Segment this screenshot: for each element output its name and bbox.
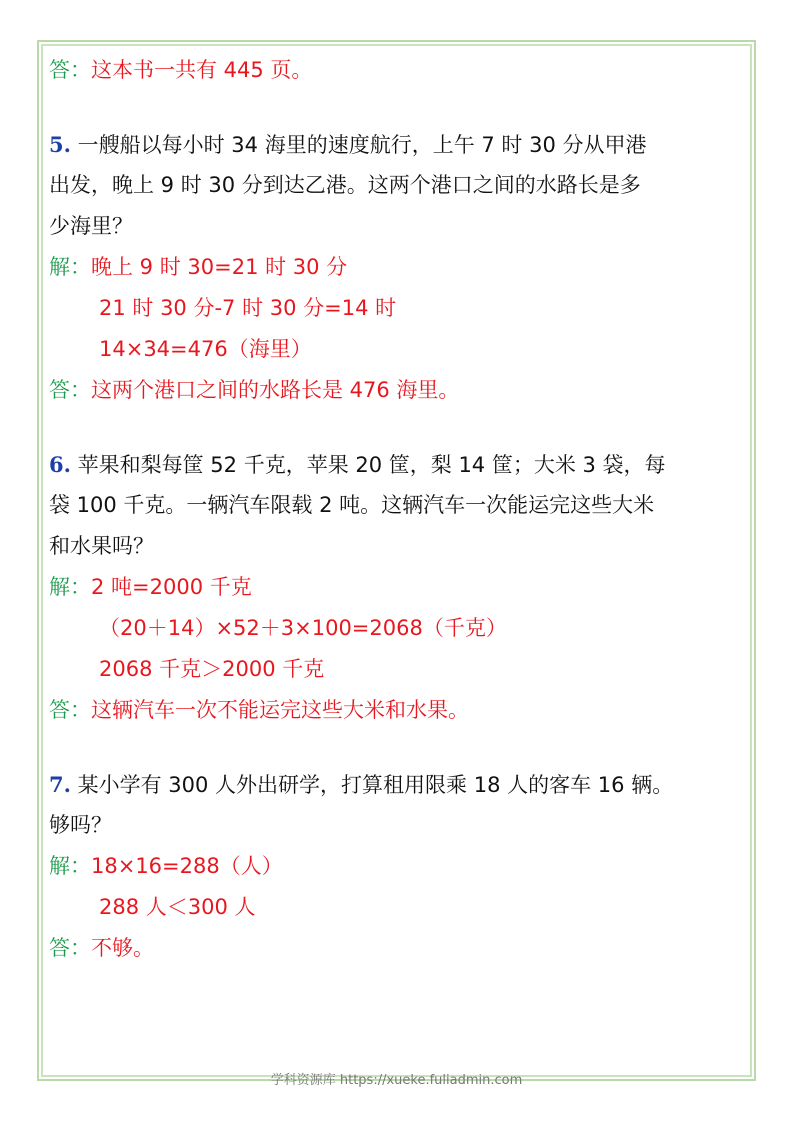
answer-label: 答：	[49, 58, 91, 82]
prev-answer-line	[49, 50, 749, 91]
problem-number: 6.	[49, 452, 71, 477]
problem-number: 7.	[49, 772, 71, 797]
answer-line	[49, 690, 749, 731]
solution-step: （20＋14）×52＋3×100=2068（千克）	[99, 616, 507, 640]
solution-step: 14×34=476（海里）	[99, 337, 312, 361]
problem-5	[49, 124, 749, 411]
answer-text: 这本书一共有 445 页。	[91, 58, 313, 82]
answer-text: 这两个港口之间的水路长是 476 海里。	[91, 378, 460, 402]
solution-step: 18×16=288（人）	[91, 854, 283, 878]
answer-label: 答：	[49, 378, 91, 402]
solution-step: 2 吨=2000 千克	[91, 575, 252, 599]
answer-text: 不够。	[91, 936, 154, 960]
solution-step: 21 时 30 分-7 时 30 分=14 时	[99, 296, 397, 320]
solution-line	[49, 567, 749, 608]
problem-7	[49, 764, 749, 969]
solution-step: 288 人＜300 人	[99, 895, 256, 919]
question-text: 一艘船以每小时 34 海里的速度航行，上午 7 时 30 分从甲港	[77, 133, 647, 157]
question-line	[49, 764, 749, 805]
question-line	[49, 124, 749, 165]
question-line: 少海里？	[49, 214, 133, 238]
solution-label: 解：	[49, 575, 91, 599]
solution-step: 2068 千克＞2000 千克	[99, 657, 325, 681]
question-line: 够吗？	[49, 813, 112, 837]
question-line	[49, 444, 749, 485]
problem-6	[49, 444, 749, 731]
solution-label: 解：	[49, 255, 91, 279]
solution-line	[49, 247, 749, 288]
question-line: 和水果吗？	[49, 534, 154, 558]
solution-step: 晚上 9 时 30=21 时 30 分	[91, 255, 348, 279]
question-line: 出发，晚上 9 时 30 分到达乙港。这两个港口之间的水路长是多	[49, 173, 641, 197]
answer-label: 答：	[49, 698, 91, 722]
answer-label: 答：	[49, 936, 91, 960]
page-content	[49, 50, 749, 969]
question-text: 某小学有 300 人外出研学，打算租用限乘 18 人的客车 16 辆。	[77, 773, 674, 797]
answer-line	[49, 370, 749, 411]
answer-line	[49, 928, 749, 969]
problem-number: 5.	[49, 132, 71, 157]
solution-line	[49, 846, 749, 887]
answer-text: 这辆汽车一次不能运完这些大米和水果。	[91, 698, 469, 722]
question-line: 袋 100 千克。一辆汽车限载 2 吨。这辆汽车一次能运完这些大米	[49, 493, 655, 517]
question-text: 苹果和梨每筐 52 千克，苹果 20 筐，梨 14 筐；大米 3 袋，每	[77, 453, 666, 477]
solution-label: 解：	[49, 854, 91, 878]
footer-watermark: 学科资源库 https://xueke.fuliadmin.com	[270, 1073, 523, 1088]
